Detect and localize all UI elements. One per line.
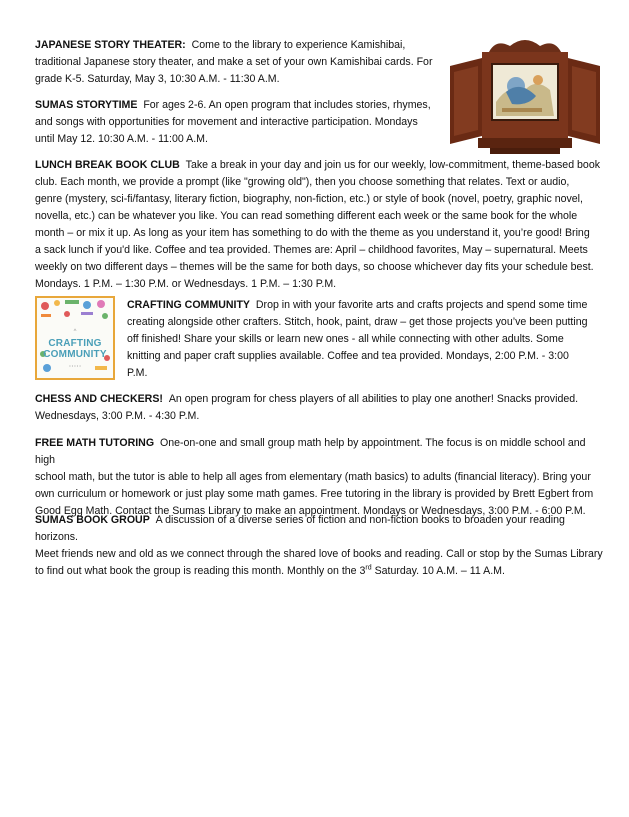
section-text: Come to the library to experience Kamishibai, <box>191 39 406 51</box>
badge-dots: • • • • • <box>69 363 81 368</box>
sumas-storytime-section <box>35 97 435 148</box>
section-heading: CRAFTING COMMUNITY <box>127 299 250 311</box>
free-math-tutoring-section <box>35 435 605 520</box>
section-text: knitting and paper craft supplies available. Coffee and tea provided. Mondays, 2:00 P.M. - 3:00 <box>127 350 569 362</box>
section-text: P.M. <box>127 367 148 379</box>
section-text: An open program for chess players of all abilities to play one another! Snacks provided. <box>168 393 579 405</box>
section-text: own curriculum or homework or just play some math games. Free tutoring in the library is provided by Brett Egbert from <box>35 488 594 500</box>
section-text: to find out what book the group is reading this month. Monthly on the 3 <box>35 565 366 577</box>
section-text: One-on-one and small group math help by appointment. The focus is on middle school and high <box>35 437 586 466</box>
crafting-community-section <box>127 297 597 382</box>
section-text: a sack lunch if you'd like. Coffee and tea provided. Themes are: April – childhood favorites, May – supernatural. Meets <box>35 244 588 256</box>
section-text: Take a break in your day and join us for our weekly, low-commitment, theme-based book <box>185 159 601 171</box>
section-heading: JAPANESE STORY THEATER: <box>35 39 186 51</box>
section-text: Saturday. 10 A.M. – 11 A.M. <box>371 565 505 577</box>
section-text: month – or mix it up. As long as your item has something to do with the theme as you understand it, you’re good! Bring <box>35 227 590 239</box>
section-text: and songs with opportunities for movement and interactive participation. Mondays <box>35 116 418 128</box>
crafting-community-badge <box>35 296 115 380</box>
section-text-with-superscript <box>35 563 605 580</box>
sumas-book-group-section <box>35 512 605 580</box>
section-text: novella, etc.) can be whatever you like. You can read something different each week or the same book for the whole <box>35 210 578 222</box>
section-text: Drop in with your favorite arts and crafts projects and spend some time <box>255 299 588 311</box>
section-text: school math, but the tutor is able to help all ages from elementary (math basics) to adults (financial literacy). Bring your <box>35 471 591 483</box>
section-text: club. Each month, we provide a prompt (like "growing old"), then you choose something that relates. Text or audio, <box>35 176 570 188</box>
kamishibai-theater-image <box>450 32 600 166</box>
ordinal-suffix: rd <box>365 564 372 572</box>
section-text: Meet friends new and old as we connect through the shared love of books and reading. Call or stop by the Sumas Library <box>35 548 603 560</box>
badge-title-line: COMMUNITY <box>43 349 107 360</box>
section-heading: CHESS AND CHECKERS! <box>35 393 163 405</box>
section-text: creating alongside other crafters. Stitch, hook, paint, draw – get those projects you’ve been putting <box>127 316 588 328</box>
section-text: Wednesdays, 3:00 P.M. - 4:30 P.M. <box>35 410 200 422</box>
section-heading: SUMAS BOOK GROUP <box>35 514 150 526</box>
section-text: until May 12. 10:30 A.M. - 11:00 A.M. <box>35 133 208 145</box>
section-heading: SUMAS STORYTIME <box>35 99 138 111</box>
section-heading: FREE MATH TUTORING <box>35 437 155 449</box>
section-text: Mondays. 1 P.M. – 1:30 P.M. or Wednesdays. 1 P.M. – 1:30 P.M. <box>35 278 337 290</box>
japanese-story-theater-section <box>35 37 435 88</box>
chess-and-checkers-section <box>35 391 605 425</box>
section-text: Good Egg Math. Contact the Sumas Library to make an appointment. Mondays or Wednesdays, 3:00 P.M. - 6:00 P.M. <box>35 505 586 517</box>
section-text: off finished! Share your skills or learn new ones - all while connecting with other adults. Some <box>127 333 564 345</box>
section-text: grade K-5. Saturday, May 3, 10:30 A.M. - 11:30 A.M. <box>35 73 280 85</box>
section-text: weekly on two different days – themes will be the same for both days, so choose whichever day fits your schedule best. <box>35 261 594 273</box>
badge-caret: ^ <box>73 329 77 335</box>
section-heading: LUNCH BREAK BOOK CLUB <box>35 159 180 171</box>
section-text: traditional Japanese story theater, and make a set of your own Kamishibai cards. For <box>35 56 433 68</box>
section-text: genre (mystery, sci-fi/fantasy, literary fiction, biography, non-fiction, etc.) or style of book (novel, poetry, graphic novel, <box>35 193 583 205</box>
lunch-break-book-club-section <box>35 157 605 293</box>
badge-title <box>37 338 113 360</box>
section-text: For ages 2-6. An open program that includes stories, rhymes, <box>143 99 431 111</box>
section-text: A discussion of a diverse series of fiction and non-fiction books to broaden your reading horizons. <box>35 514 565 543</box>
badge-title-line: CRAFTING <box>48 338 102 349</box>
